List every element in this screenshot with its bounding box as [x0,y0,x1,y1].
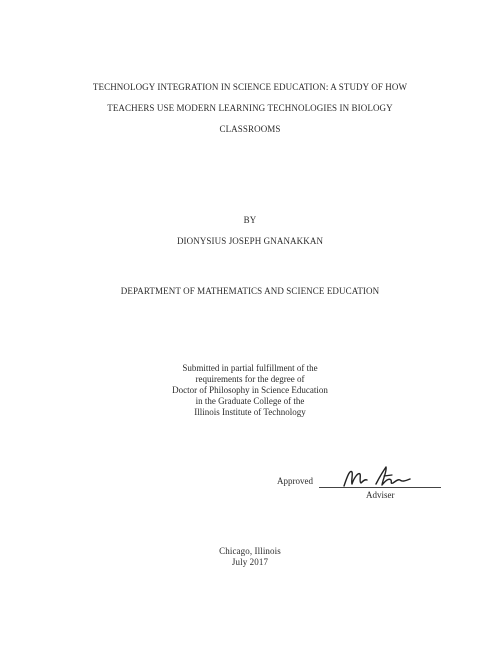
by-label: BY [243,215,257,225]
submission-date: July 2017 [231,557,269,567]
author-name: DIONYSIUS JOSEPH GNANAKKAN [176,236,324,246]
location: Chicago, Illinois [219,546,281,556]
thesis-title-line-1: TECHNOLOGY INTEGRATION IN SCIENCE EDUCATION: A STUDY OF HOW [92,82,408,92]
adviser-label: Adviser [366,490,395,500]
approved-label: Approved [277,476,313,486]
thesis-title-line-3: CLASSROOMS [219,124,281,134]
submission-line-3: Doctor of Philosophy in Science Education [172,385,328,395]
submission-line-4: in the Graduate College of the [195,396,305,406]
submission-line-5: Illinois Institute of Technology [194,407,306,417]
submission-statement [0,363,500,418]
submission-line-1: Submitted in partial fulfillment of the [182,363,318,373]
signature-line [319,487,441,488]
thesis-title-line-2: TEACHERS USE MODERN LEARNING TECHNOLOGIES IN BIOLOGY [107,103,393,113]
submission-line-2: requirements for the degree of [195,374,305,384]
department-name: DEPARTMENT OF MATHEMATICS AND SCIENCE EDUCATION [120,286,380,296]
